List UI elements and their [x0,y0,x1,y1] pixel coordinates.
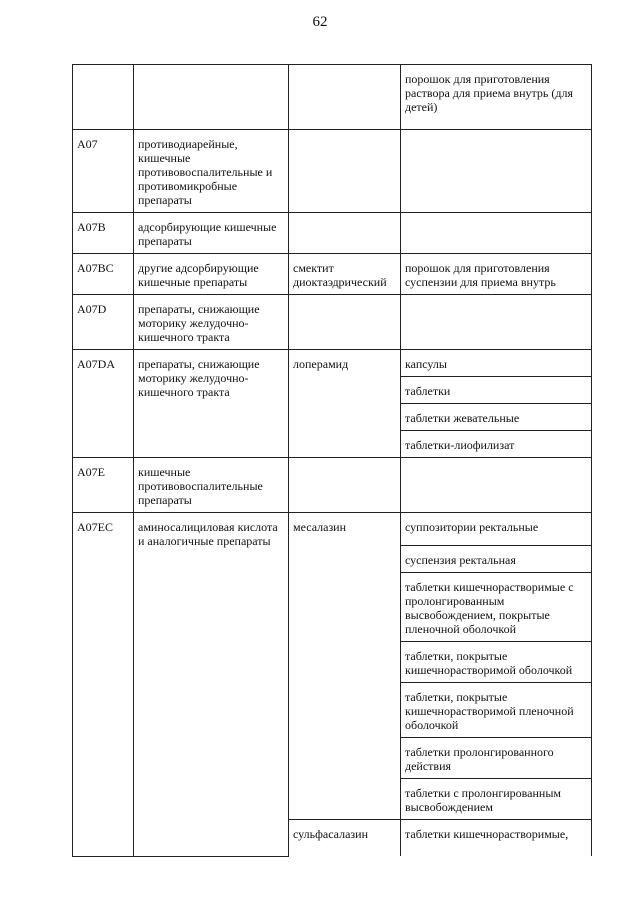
group-cell: противодиарейные, кишечные противовоспалительные и противомикробные препараты [134,130,289,213]
form-cell: таблетки, покрытые кишечнорастворимой пленочной оболочкой [401,683,592,738]
drug-cell [289,295,401,350]
form-cell: порошок для приготовления раствора для приема внутрь (для детей) [401,65,592,130]
form-cell: таблетки жевательные [401,404,592,431]
code-cell: A07 [73,130,134,213]
group-cell: другие адсорбирующие кишечные препараты [134,254,289,295]
table-row [73,65,592,130]
group-cell: адсорбирующие кишечные препараты [134,213,289,254]
table-row [73,254,592,295]
form-cell: таблетки с пролонгированным высвобождением [401,779,592,820]
form-cell [401,130,592,213]
table-row [73,213,592,254]
drug-cell: лоперамид [289,350,401,458]
group-cell: препараты, снижающие моторику желудочно-кишечного тракта [134,350,289,458]
table-row [73,130,592,213]
drug-table [72,64,592,857]
drug-cell [289,213,401,254]
drug-cell: месалазин [289,513,401,820]
code-cell: A07B [73,213,134,254]
code-cell [73,65,134,130]
drug-cell: сульфасалазин [289,820,401,857]
code-cell: A07BC [73,254,134,295]
code-cell: A07E [73,458,134,513]
code-cell: A07D [73,295,134,350]
code-cell: A07EC [73,513,134,857]
form-cell: таблетки-лиофилизат [401,431,592,458]
form-cell: суспензия ректальная [401,546,592,573]
form-cell: таблетки кишечнорастворимые, [401,820,592,857]
form-cell: таблетки, покрытые кишечнорастворимой оболочкой [401,642,592,683]
form-cell [401,213,592,254]
group-cell: препараты, снижающие моторику желудочно-кишечного тракта [134,295,289,350]
form-cell: таблетки кишечнорастворимые с пролонгированным высвобождением, покрытые пленочной оболочкой [401,573,592,642]
table-row [73,295,592,350]
table-row [73,458,592,513]
table-row [73,513,592,546]
form-cell: капсулы [401,350,592,377]
group-cell: аминосалициловая кислота и аналогичные препараты [134,513,289,857]
form-cell: таблетки пролонгированного действия [401,738,592,779]
group-cell: кишечные противовоспалительные препараты [134,458,289,513]
form-cell: порошок для приготовления суспензии для приема внутрь [401,254,592,295]
form-cell: суппозитории ректальные [401,513,592,546]
drug-cell [289,458,401,513]
code-cell: A07DA [73,350,134,458]
drug-cell [289,65,401,130]
group-cell [134,65,289,130]
form-cell [401,295,592,350]
table-row [73,350,592,377]
drug-cell [289,130,401,213]
form-cell: таблетки [401,377,592,404]
page-number: 62 [312,14,328,30]
drug-cell: смектит диоктаэдрический [289,254,401,295]
form-cell [401,458,592,513]
